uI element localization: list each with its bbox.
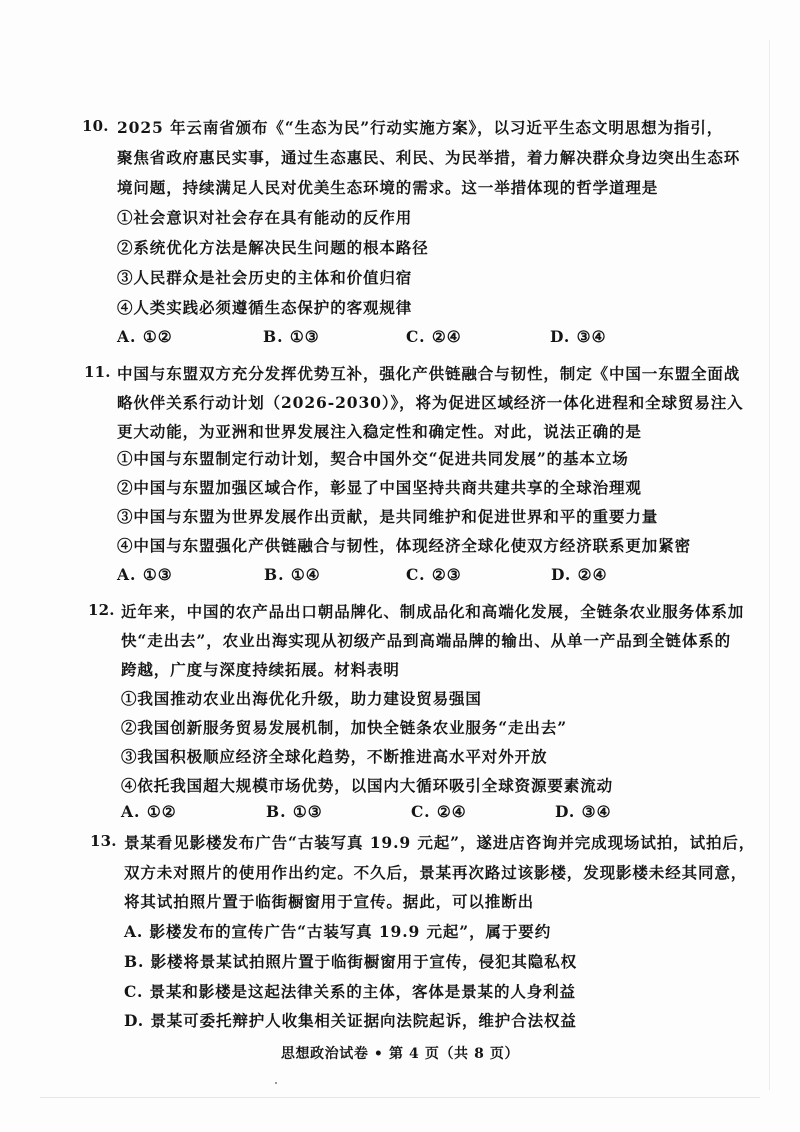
question-stem-line: 境问题，持续满足人民对优美生态环境的需求。这一举措体现的哲学道理是 xyxy=(117,178,659,197)
statement: ③中国与东盟为世界发展作出贡献，是共同维护和促进世界和平的重要力量 xyxy=(117,507,659,526)
choice-a: A. 影楼发布的宣传广告“古装写真 19.9 元起”，属于要约 xyxy=(124,922,552,941)
question-stem-line: 快“走出去”，农业出海实现从初级产品到高端品牌的输出、从单一产品到全链体系的 xyxy=(121,631,732,650)
question-number: 10. xyxy=(82,117,109,135)
choice-d: D. ②④ xyxy=(551,565,608,584)
choice-b: B. ①③ xyxy=(266,802,323,821)
question-stem-line: 聚焦省政府惠民实事，通过生态惠民、利民、为民举措，着力解决群众身边突出生态环 xyxy=(117,148,741,167)
statement: ③人民群众是社会历史的主体和价值归宿 xyxy=(117,268,413,287)
page-footer: 思想政治试卷 • 第 4 页（共 8 页） xyxy=(280,1046,520,1062)
statement: ③我国积极顺应经济全球化趋势，不断推进高水平对外开放 xyxy=(121,747,548,766)
statement: ①我国推动农业出海优化升级，助力建设贸易强国 xyxy=(121,689,482,708)
statement: ④中国与东盟强化产供链融合与韧性，体现经济全球化使双方经济联系更加紧密 xyxy=(117,536,692,555)
choice-b: B. ①③ xyxy=(263,327,320,346)
question-stem-line: 跨越，广度与深度持续拓展。材料表明 xyxy=(121,660,400,679)
statement: ④人类实践必须遵循生态保护的客观规律 xyxy=(117,298,413,317)
choice-d: D. ③④ xyxy=(550,327,607,346)
choice-d: D. 景某可委托辩护人收集相关证据向法院起诉，维护合法权益 xyxy=(124,1011,577,1030)
choice-a: A. ①② xyxy=(121,802,177,821)
choice-c: C. ②④ xyxy=(406,327,462,346)
scan-speck xyxy=(275,1082,277,1084)
question-number: 13. xyxy=(90,832,117,850)
choice-d: D. ③④ xyxy=(555,802,612,821)
question-stem-line: 景某看见影楼发布广告“古装写真 19.9 元起”，遂进店咨询并完成现场试拍，试拍后， xyxy=(124,833,756,852)
question-stem-line: 更大动能，为亚洲和世界发展注入稳定性和确定性。对此，说法正确的是 xyxy=(117,422,642,441)
choice-b: B. 影楼将景某试拍照片置于临街橱窗用于宣传，侵犯其隐私权 xyxy=(124,952,577,971)
question-stem-line: 双方未对照片的使用作出约定。不久后，景某再次路过该影楼，发现影楼未经其同意， xyxy=(124,863,748,882)
statement: ④依托我国超大规模市场优势，以国内大循环吸引全球资源要素流动 xyxy=(121,776,614,795)
question-stem-line: 将其试拍照片置于临街橱窗用于宣传。据此，可以推断出 xyxy=(124,892,535,911)
statement: ②中国与东盟加强区域合作，彰显了中国坚持共商共建共享的全球治理观 xyxy=(117,478,642,497)
statement: ①社会意识对社会存在具有能动的反作用 xyxy=(117,208,413,227)
choice-c: C. ②④ xyxy=(411,802,467,821)
choice-a: A. ①② xyxy=(117,327,173,346)
question-stem-line: 近年来，中国的农产品出口朝品牌化、制成品化和高端化发展，全链条农业服务体系加 xyxy=(121,602,745,621)
question-stem-line: 中国与东盟双方充分发挥优势互补，强化产供链融合与韧性，制定《中国一东盟全面战 xyxy=(117,364,741,383)
question-number: 12. xyxy=(88,601,115,619)
scan-edge xyxy=(40,1097,760,1098)
question-stem-line: 2025 年云南省颁布《“生态为民”行动实施方案》，以习近平生态文明思想为指引， xyxy=(117,118,724,137)
scan-edge xyxy=(769,40,770,1090)
statement: ②我国创新服务贸易发展机制，加快全链条农业服务“走出去” xyxy=(121,718,568,737)
statement: ①中国与东盟制定行动计划，契合中国外交“促进共同发展”的基本立场 xyxy=(117,449,629,468)
statement: ②系统优化方法是解决民生问题的根本路径 xyxy=(117,238,429,257)
question-number: 11. xyxy=(84,363,111,381)
choice-c: C. 景某和影楼是这起法律关系的主体，客体是景某的人身利益 xyxy=(124,982,576,1001)
choice-a: A. ①③ xyxy=(117,565,173,584)
choice-b: B. ①④ xyxy=(264,565,321,584)
choice-c: C. ②③ xyxy=(406,565,462,584)
question-stem-line: 略伙伴关系行动计划（2026-2030）》，将为促进区域经济一体化进程和全球贸易注入 xyxy=(117,393,744,412)
